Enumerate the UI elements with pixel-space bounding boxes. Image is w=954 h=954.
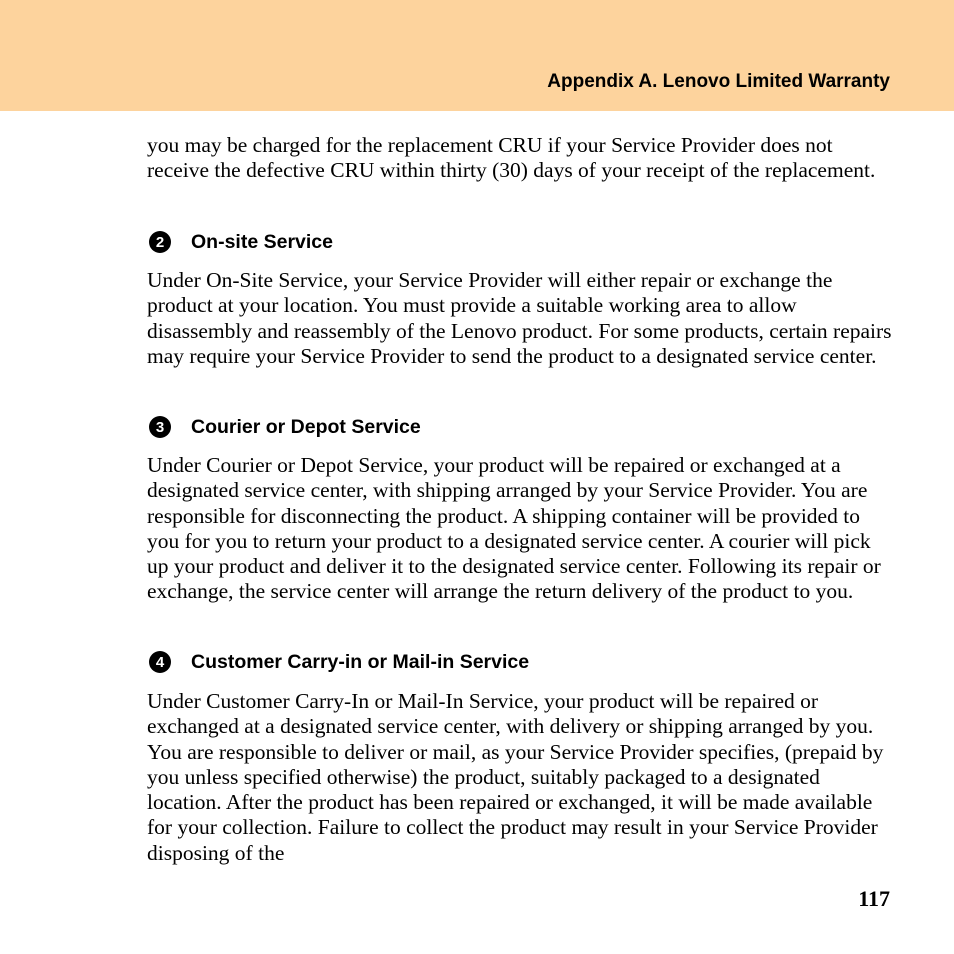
number-2-icon: 2 [149,231,171,253]
section-title: Customer Carry-in or Mail-in Service [191,650,530,673]
section-heading-carry-in [149,649,529,675]
header-band [0,0,954,111]
section-body-courier-depot: Under Courier or Depot Service, your product will be repaired or exchanged at a designated service center, with shipping arranged by your Service Provider. You are responsible for disconnecting the product. A shipping container will be provided to you for you to return your product to a designated service center. A courier will pick up your product and deliver it to the designated service center. Following its repair or exchange, the service center will arrange the return delivery of the product to you. [147,453,881,604]
section-body-on-site: Under On-Site Service, your Service Provider will either repair or exchange the product at your location. You must provide a suitable working area to allow disassembly and reassembly of the Lenovo product. For some products, certain repairs may require your Service Provider to send the product to a designated service center. [147,268,892,368]
page-number: 117 [858,886,890,911]
number-3-icon: 3 [149,416,171,438]
section-title: Courier or Depot Service [191,415,421,438]
section-title: On-site Service [191,230,333,253]
section-heading-courier-depot [149,414,421,440]
running-header-title: Appendix A. Lenovo Limited Warranty [547,71,890,92]
number-4-icon: 4 [149,651,171,673]
intro-paragraph: you may be charged for the replacement CRU if your Service Provider does not receive the defective CRU within thirty (30) days of your receipt of the replacement. [147,133,876,183]
section-heading-on-site [149,229,333,255]
section-body-carry-in: Under Customer Carry-In or Mail-In Service, your product will be repaired or exchanged at a designated service center, with delivery or shipping arranged by you. You are responsible to deliver or mail, as your Service Provider specifies, (prepaid by you unless specified otherwise) the product, suitably packaged to a designated location. After the product has been repaired or exchanged, it will be made available for your collection. Failure to collect the product may result in your Service Provider disposing of the [147,689,884,865]
